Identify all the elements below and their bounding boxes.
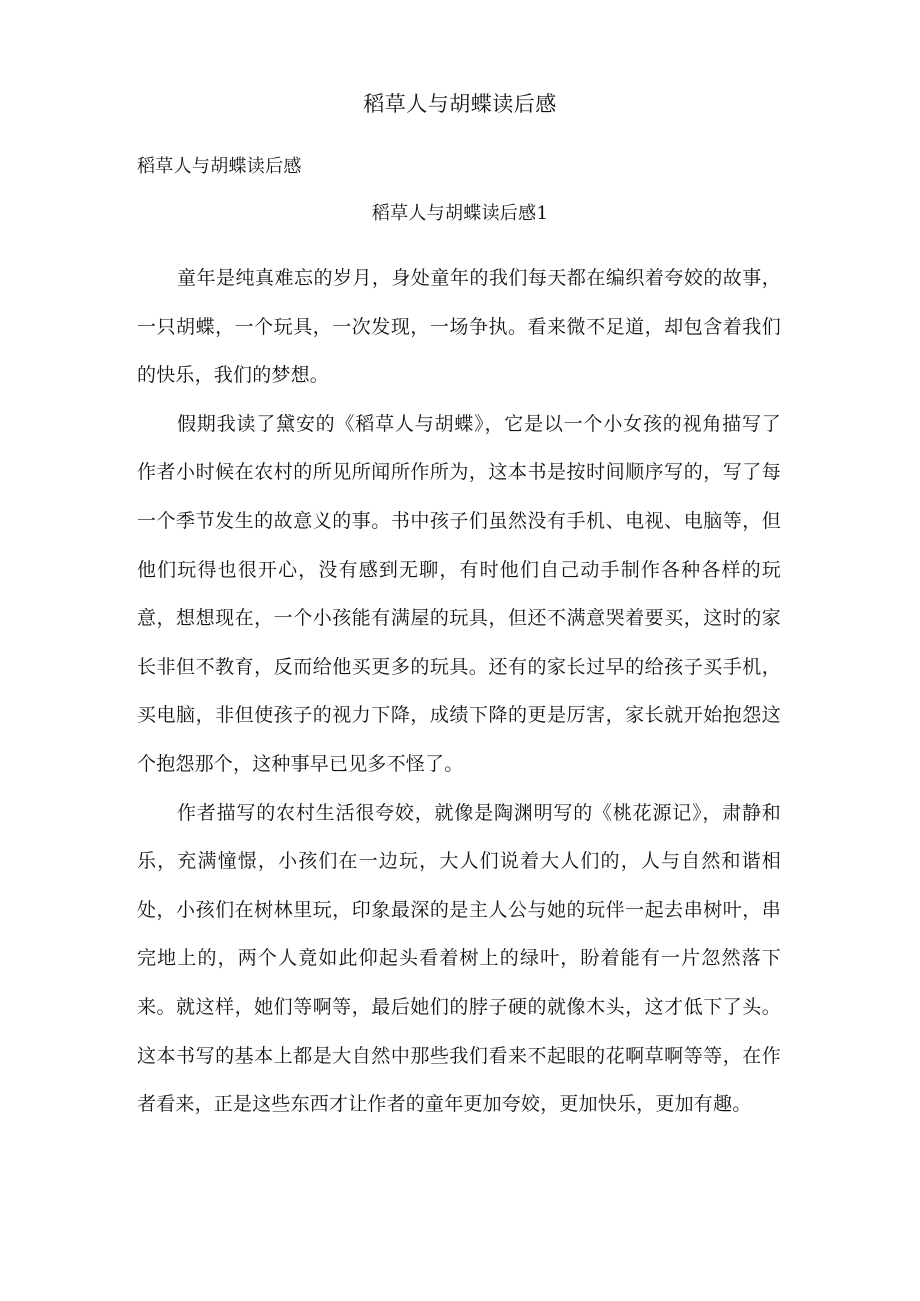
body-text bbox=[137, 254, 781, 1129]
document-subtitle: 稻草人与胡蝶读后感 bbox=[137, 156, 302, 177]
paragraph-2: 假期我读了黛安的《稻草人与胡蝶》，它是以一个小女孩的视角描写了作者小时候在农村的所见所闻所作所为，这本书是按时间顺序写的，写了每一个季节发生的故意义的事。书中孩子们虽然没有手机、电视、电脑等，但他们玩得也很开心，没有感到无聊，有时他们自己动手制作各种各样的玩意，想想现在，一个小孩能有满屋的玩具，但还不满意哭着要买，这时的家长非但不教育，反而给他买更多的玩具。还有的家长过早的给孩子买手机，买电脑，非但使孩子的视力下降，成绩下降的更是厉害，家长就开始抱怨这个抱怨那个，这种事早已见多不怪了。 bbox=[137, 412, 781, 775]
section-heading: 稻草人与胡蝶读后感1 bbox=[371, 203, 549, 224]
document-title: 稻草人与胡蝶读后感 bbox=[363, 92, 557, 116]
paragraph-1: 童年是纯真难忘的岁月，身处童年的我们每天都在编织着夸姣的故事，一只胡蝶，一个玩具，一次发现，一场争执。看来微不足道，却包含着我们的快乐，我们的梦想。 bbox=[137, 267, 781, 387]
paragraph-3: 作者描写的农村生活很夸姣，就像是陶渊明写的《桃花源记》，肃静和乐，充满憧憬，小孩们在一边玩，大人们说着大人们的，人与自然和谐相处，小孩们在树林里玩，印象最深的是主人公与她的玩伴一起去串树叶，串完地上的，两个人竟如此仰起头看着树上的绿叶，盼着能有一片忽然落下来。就这样，她们等啊等，最后她们的脖子硬的就像木头，这才低下了头。这本书写的基本上都是大自然中那些我们看来不起眼的花啊草啊等等，在作者看来，正是这些东西才让作者的童年更加夸姣，更加快乐，更加有趣。 bbox=[137, 801, 781, 1116]
